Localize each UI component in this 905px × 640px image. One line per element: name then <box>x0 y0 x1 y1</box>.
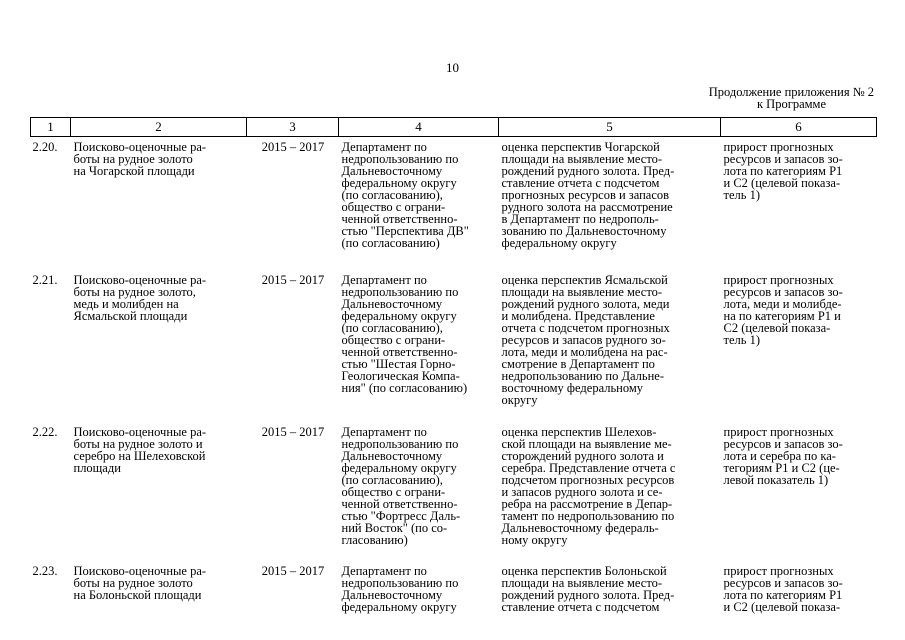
column-header: 2 <box>71 118 247 137</box>
continuation-line-1: Продолжение приложения № 2 <box>708 85 874 99</box>
column-header: 4 <box>339 118 499 137</box>
row-number-cell: 2.22. <box>32 425 58 439</box>
appendix-continuation-note <box>709 86 874 110</box>
period-cell: 2015 – 2017 <box>261 564 325 578</box>
expected-result-cell: оценка перспектив Шелехов- ской площади на выявление ме- сторождений рудного золота и серебра. Представление отчета с подсчетом прогнозных ресурсов и запасов рудного золота и се- ребра на рассмотрение в Депар- тамент по недропользованию по Дальневосточному федераль- ному округу <box>501 425 676 547</box>
row-number-cell: 2.21. <box>32 273 58 287</box>
target-indicator-cell: прирост прогнозных ресурсов и запасов зо- лота, меди и молибде- на по категориям P1 и C2 (целевой показа- тель 1) <box>723 273 843 347</box>
executor-cell: Департамент по недропользованию по Дальневосточному федеральному округу (по согласованию), общество с ограни- ченной ответственно- стью "Фортресс Даль- ний Восток" (по со- гласованию) <box>341 425 461 547</box>
table-body <box>31 137 877 614</box>
expected-result-cell: оценка перспектив Болоньской площади на выявление место- рождений рудного золота. Пред- ставление отчета с подсчетом <box>501 564 675 614</box>
column-header: 1 <box>31 118 71 137</box>
period-cell: 2015 – 2017 <box>261 273 325 287</box>
executor-cell: Департамент по недропользованию по Дальневосточному федеральному округу (по согласованию), общество с ограни- ченной ответственно- стью "Шестая Горно- Геологическая Компа- ния" (по согласованию) <box>341 273 468 395</box>
column-header: 3 <box>247 118 339 137</box>
page-number: 10 <box>446 60 459 75</box>
row-number-cell: 2.23. <box>32 564 58 578</box>
program-measures-table <box>30 117 877 613</box>
period-cell: 2015 – 2017 <box>261 140 325 154</box>
column-header: 5 <box>499 118 721 137</box>
expected-result-cell: оценка перспектив Чогарской площади на выявление место- рождений рудного золота. Пред- ставление отчета с подсчетом прогнозных ресурсов и запасов рудного золота на рассмотрение в Департамент по недрополь- зованию по Дальневосточному федеральному округу <box>501 140 675 250</box>
continuation-line-2: к Программе <box>756 97 826 111</box>
target-indicator-cell: прирост прогнозных ресурсов и запасов зо- лота по категориям P1 и C2 (целевой показа- <box>723 564 843 614</box>
table-row <box>31 274 877 422</box>
target-indicator-cell: прирост прогнозных ресурсов и запасов зо- лота по категориям P1 и C2 (целевой показа- тель 1) <box>723 140 843 202</box>
table-row <box>31 426 877 561</box>
table-row <box>31 141 877 270</box>
column-header: 6 <box>721 118 877 137</box>
table-row <box>31 565 877 613</box>
executor-cell: Департамент по недропользованию по Дальневосточному федеральному округу (по согласованию), общество с ограни- ченной ответственно- стью "Перспектива ДВ" (по согласованию) <box>341 140 469 250</box>
period-cell: 2015 – 2017 <box>261 425 325 439</box>
work-name-cell: Поисково-оценочные ра- боты на рудное золото на Болоньской площади <box>73 564 207 602</box>
work-name-cell: Поисково-оценочные ра- боты на рудное золото на Чогарской площади <box>73 140 207 178</box>
work-name-cell: Поисково-оценочные ра- боты на рудное золото и серебро на Шелеховской площади <box>73 425 207 475</box>
executor-cell: Департамент по недропользованию по Дальневосточному федеральному округу <box>341 564 459 614</box>
expected-result-cell: оценка перспектив Ясмальской площади на выявление место- рождений рудного золота, меди и молибдена. Представление отчета с подсчетом прогнозных ресурсов и запасов рудного зо- лота, меди и молибдена на рас- смотрение в Департамент по недропользованию по Дальне- восточному федеральному округу <box>501 273 670 407</box>
row-number-cell: 2.20. <box>32 140 58 154</box>
target-indicator-cell: прирост прогнозных ресурсов и запасов зо- лота и серебра по ка- тегориям P1 и C2 (це- левой показатель 1) <box>723 425 843 487</box>
work-name-cell: Поисково-оценочные ра- боты на рудное золото, медь и молибден на Ясмальской площади <box>73 273 207 323</box>
table-header-row <box>31 118 877 137</box>
